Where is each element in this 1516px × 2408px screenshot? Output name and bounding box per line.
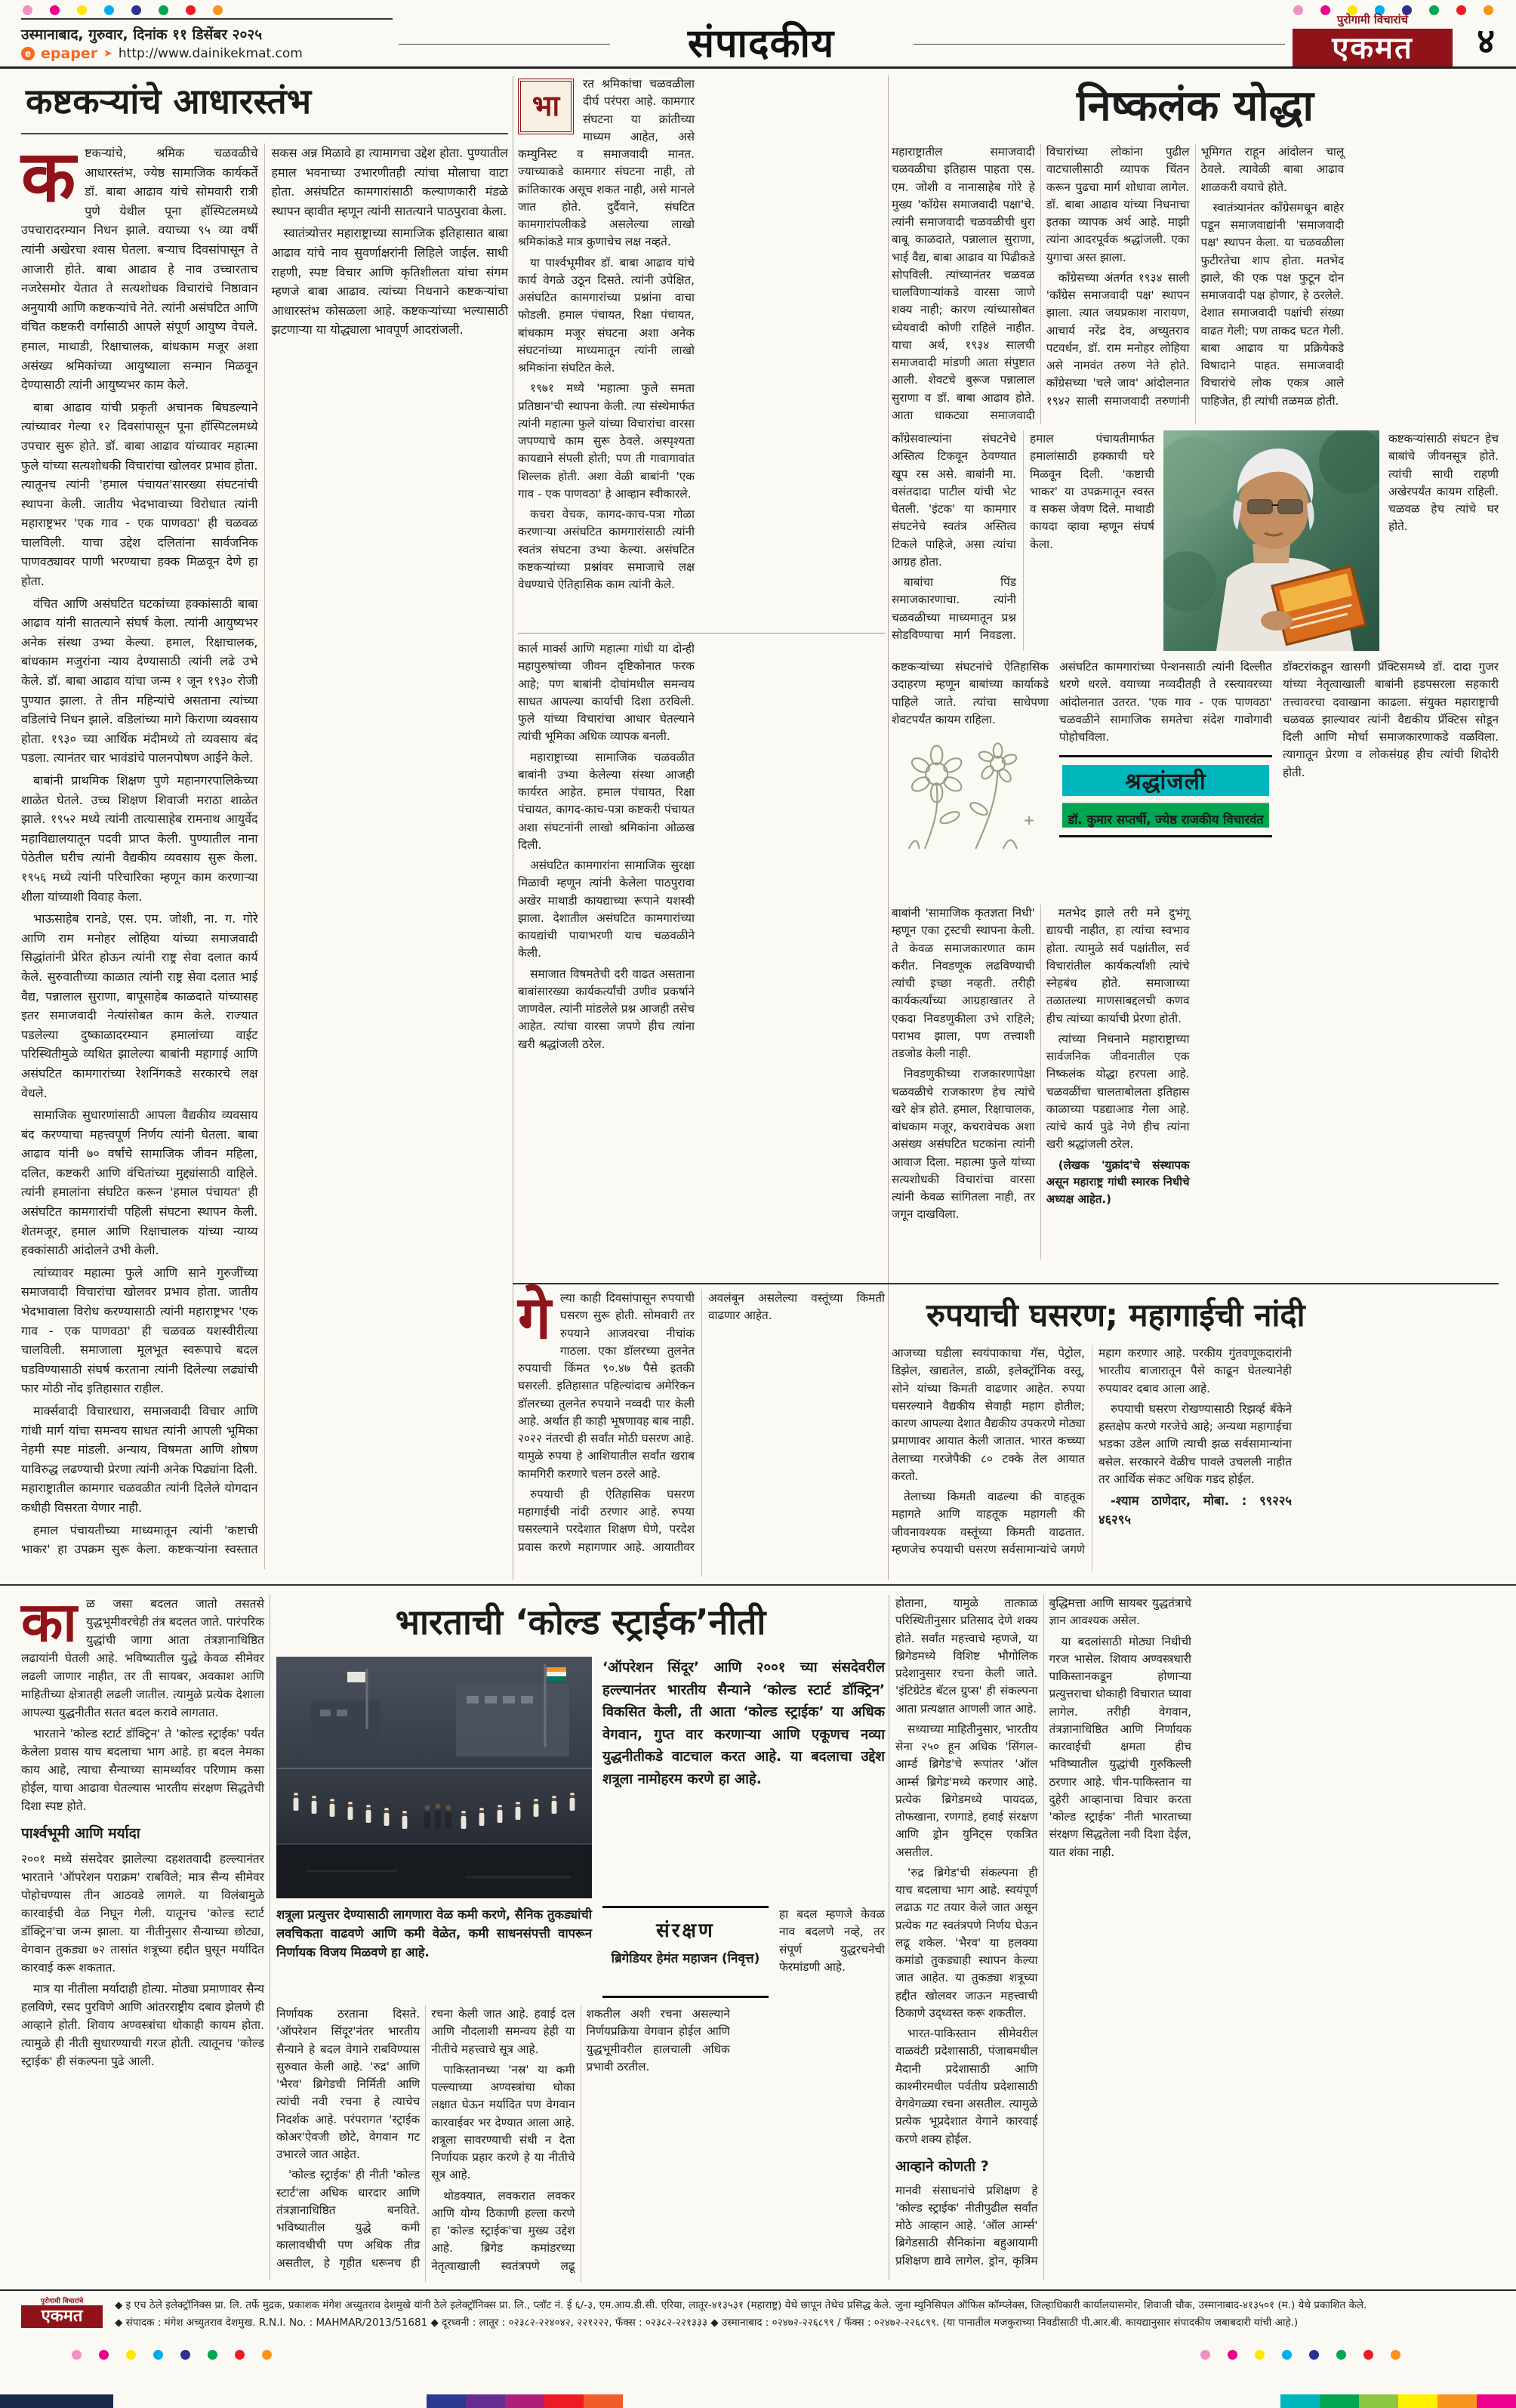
section-rule	[0, 1584, 1516, 1586]
article-bha-lower-body: कार्ल मार्क्स आणि महात्मा गांधी या दोन्ही महापुरुषांच्या जीवन दृष्टिकोनात फरक आहे; पण बाबांनी दोघांमधील समन्वय साधत आपल्या कार्याची दिशा ठरविली. फुले यांच्या विचारांचा आधार घेतल्याने त्यांची भूमिका अधिक व्यापक बनली. महाराष्ट्राच्या सामाजिक चळवळीत बाबांनी उभ्या केलेल्या संस्था आजही कार्यरत आहेत. हमाल पंचायत, रिक्षा पंचायत, कागद-काच-पत्रा कष्टकरी पंचायत अशा संघटनांनी लाखो श्रमिकांना ओळख दिली. असंघटित कामगारांना सामाजिक सुरक्षा मिळावी म्हणून त्यांनी केलेला पाठपुरावा अखेर माथाडी कायद्याच्या रूपाने यशस्वी झाला. देशातील असंघटित कामगारांच्या कायद्यांची पायाभरणी याच चळवळीने केली. समाजात विषमतेची दरी वाढत असताना बाबांसारख्या कार्यकर्त्यांची उणीव प्रकर्षाने जाणवेल. त्यांनी मांडलेले प्रश्न आजही तसेच आहेत. त्यांचा वारसा जपणे हीच त्यांना खरी श्रद्धांजली ठरेल.	[518, 642, 695, 1051]
section-rule	[513, 1283, 1499, 1284]
cold-left-zone	[276, 1595, 885, 2280]
registration-marks-top-left	[23, 5, 223, 15]
article-cold-headline: भारताची ‘कोल्ड स्ट्राईक’नीती	[395, 1602, 766, 1642]
epaper-label: epaper	[41, 45, 98, 62]
warrior-middle-row	[892, 658, 1499, 897]
column-divider	[888, 76, 889, 1580]
warrior-body-top: महाराष्ट्रातील समाजवादी चळवळीचा इतिहास पाहता एस. एम. जोशी व नानासाहेब गोरे हे मुख्य 'कॉंग्रेस समाजवादी पक्षा'चे. त्यांनी समाजवादी चळवळीची धुरा बाबू काळदाते, पन्नालाल सुराणा, भाई वैद्य, बाबा आढाव या पिढीकडे सोपविली. त्यांच्यानंतर चळवळ चालविणाऱ्यांकडे वारसा जाणे शक्य नाही; कारण त्यांच्यासोबत ध्येयवादी कोणी राहिले नाहीत. याचा अर्थ, १९३४ सालची समाजवादी मांडणी आता संपुष्टात आली. शेवटचे बुरूज पन्नालाल सुराणा व डॉ. बाबा आढाव होते. आता धाकट्या समाजवादी विचारांच्या लोकांना पुढील वाटचालीसाठी व्यापक चिंतन करून पुढचा मार्ग शोधावा लागेल. डॉ. बाबा आढाव यांच्या निधनाचा इतका व्यापक अर्थ आहे. माझी त्यांना आदरपूर्वक श्रद्धांजली. एका युगाचा अस्त झाला. कॉंग्रेसच्या अंतर्गत १९३४ साली 'कॉंग्रेस समाजवादी पक्ष' स्थापन झाला. त्यात जयप्रकाश नारायण, आचार्य नरेंद्र देव, अच्युतराव पटवर्धन, डॉ. राम मनोहर लोहिया असे नामवंत तरुण नेते होते. कॉंग्रेसच्या 'चले जाव' आंदोलनात १९४२ साली समाजवादी तरुणांनी भूमिगत राहून आंदोलन चालू ठेवले. त्यावेळी बाबा आढाव शाळकरी वयाचे होते. स्वातंत्र्यानंतर कॉंग्रेसमधून बाहेर पडून समाजवाद्यांनी 'समाजवादी पक्ष' स्थापन केला. या चळवळीला फुटीरतेचा शाप होता. मतभेद झाले, की एक पक्ष फुटून दोन समाजवादी पक्ष होणार, हे ठरलेले. देशात समाजवादी पक्षांची संख्या वाढत गेली; पण ताकद घटत गेली. बाबा आढाव या प्रक्रियेकडे विषादाने पाहत. समाजवादी विचारांचे लोक एकत्र आले पाहिजेत, ही त्यांची तळमळ होती.	[892, 145, 1345, 422]
cold-intro-lead: ‘ऑपरेशन सिंदूर’ आणि २००१ च्या संसदेवरील हल्ल्यानंतर भारतीय सैन्याने ‘कोल्ड स्टार्ट डॉक्ट्रिन’ विकसित केली, ती आता ‘कोल्ड स्ट्राईक’ या अधिक वेगवान, गुप्त वार करणाऱ्या आणि एकूणच नव्या युद्धनीतीकडे वाटचाल करत आहे. या बदलाचा उद्देश शत्रूला नामोहरम करणे हा आहे.	[602, 1660, 885, 1787]
registration-marks-bottom-left	[72, 2350, 272, 2360]
article-bha	[518, 76, 885, 628]
cold-side-note: हा बदल म्हणजे केवळ नाव बदलणे नव्हे, तर संपूर्ण युद्धरचनेची फेरमांडणी आहे.	[779, 1907, 885, 1974]
article-worker-headline: कष्टकऱ्यांचे आधारस्तंभ	[26, 81, 312, 122]
photo-caption: शत्रूला प्रत्युत्तर देण्यासाठी लागणारा वेळ कमी करणे, सैनिक तुकड्यांची लवचिकता वाढवणे आणि कमी वेळेत, कमी साधनसंपत्ती वापरून निर्णायक विजय मिळवणे हा आहे.	[276, 1907, 592, 1959]
article-rupee-lead-body: गे ल्या काही दिवसांपासून रुपयाची घसरण सुरू होती. सोमवारी तर रुपयाने आजवरचा नीचांक गाठला. एका डॉलरच्या तुलनेत रुपयाची किंमत ९०.४७ पैसे इतकी घसरली. इतिहासात पहिल्यांदाच अमेरिकन डॉलरच्या तुलनेत रुपयाने नव्वदी पार केली आहे. अर्थात ही काही भूषणावह बाब नाही. २०२२ नंतरची ही सर्वांत मोठी घसरण आहे. यामुळे रुपया हे आशियातील सर्वांत खराब कामगिरी करणारे चलन ठरले आहे. रुपयाची ही ऐतिहासिक घसरण महागाईची नांदी ठरणार आहे. रुपया घसरल्याने परदेशात शिक्षण घेणे, परदेश प्रवास करणे महागणार आहे. आयातीवर अवलंबून असलेल्या वस्तूंच्या किमती वाढणार आहेत.	[518, 1284, 885, 1554]
drop-cap: का	[21, 1590, 77, 1654]
page-number: ४	[1477, 20, 1495, 61]
date-top-rule	[21, 18, 393, 20]
print-color-bar	[1280, 2394, 1516, 2408]
byline: -श्याम ठाणेदार, मोबा. : ९९२२५ ४६२९५	[1098, 1494, 1292, 1528]
footer-line-2: ◆ संपादक : मंगेश अच्युतराव देशमुख. R.N.I. No. : MAHMAR/2013/51681 ◆ दूरध्वनी : लातूर : ०२३८२-२२४०४२, २२१२२२, फॅक्स : ०२३८२-२२१३३३ ◆ उस्मानाबाद : ०२४७२-२२६८९९ / फॅक्स : ०२४७२-२२६८९९. (या पानातील मजकुराच्या निवडीसाठी पी.आर.बी. कायद्यानुसार संपादकीय जबाबदारी यांची आहे.)	[115, 2316, 1299, 2329]
epaper-arrow-icon: ➤	[103, 48, 112, 60]
cold-body-right: होताना, यामुळे तात्काळ परिस्थितीनुसार प्रतिसाद देणे शक्य होते. सर्वांत महत्त्वाचे म्हणजे, या ब्रिगेडमध्ये विशिष्ट भौगोलिक प्रदेशानुसार रचना केली जाते. 'इंटिग्रेटेड बॅटल ग्रुप्स' ही संकल्पना आता प्रत्यक्षात आणली जात आहे. सध्याच्या माहितीनुसार, भारतीय सेना २५० हून अधिक 'सिंगल-आर्म्ड ब्रिगेड'चे रूपांतर 'ऑल आर्म्स ब्रिगेड'मध्ये करणार आहे. प्रत्येक ब्रिगेडमध्ये पायदळ, तोफखाना, रणगाडे, हवाई संरक्षण आणि ड्रोन युनिट्स एकत्रित असतील. 'रुद्र ब्रिगेड'ची संकल्पना ही याच बदलाचा भाग आहे. स्वयंपूर्ण लढाऊ गट तयार केले जात असून प्रत्येक गट स्वतंत्रपणे निर्णय घेऊन लढू शकेल. 'भैरव' या हलक्या कमांडो तुकड्याही स्थापन केल्या जात आहेत. या तुकड्या शत्रूच्या हद्दीत खोलवर जाऊन महत्त्वाची ठिकाणे उद्ध्वस्त करू शकतील. भारत-पाकिस्तान सीमेवरील वाळवंटी प्रदेशासाठी, पंजाबमधील मैदानी प्रदेशासाठी आणि काश्मीरमधील पर्वतीय प्रदेशासाठी वेगवेगळ्या रचना असतील. त्यामुळे प्रत्येक भूप्रदेशात वेगाने कारवाई करणे शक्य होईल. आव्हाने कोणती ? मानवी संसाधनांचे प्रशिक्षण हे 'कोल्ड स्ट्राईक' नीतीपुढील सर्वांत मोठे आव्हान आहे. 'ऑल आर्म्स' ब्रिगेडसाठी सैनिकांना बहुआयामी प्रशिक्षण द्यावे लागेल. ड्रोन, कृत्रिम बुद्धिमत्ता आणि सायबर युद्धतंत्राचे ज्ञान आवश्यक असेल. या बदलांसाठी मोठ्या निधीची गरज भासेल. शिवाय अण्वस्त्रधारी पाकिस्तानकडून होणाऱ्या प्रत्युत्तराचा धोकाही विचारात घ्यावा लागेल. तरीही वेगवान, तंत्रज्ञानाधिष्ठित आणि निर्णायक कारवाईची क्षमता हीच भविष्यातील युद्धांची गुरुकिल्ली ठरणार आहे. चीन-पाकिस्तान या दुहेरी आव्हानाचा विचार करता 'कोल्ड स्ट्राईक' नीती भारताच्या संरक्षण सिद्धतेला नवी दिशा देईल, यात शंका नाही.	[895, 1596, 1191, 2268]
article-rupee-lead	[518, 1284, 885, 1577]
drop-cap-ornate: भा	[518, 79, 574, 134]
tribute-box	[1059, 755, 1272, 837]
article-bha-lower	[518, 640, 885, 1279]
section-title: संपादकीय	[687, 21, 835, 66]
warrior-body-bottom: बाबांनी 'सामाजिक कृतज्ञता निधी' म्हणून एका ट्रस्टची स्थापना केली. ते केवळ समाजकारणात काम करीत. निवडणूक लढविण्याची त्यांची इच्छा नव्हती. तरीही कार्यकर्त्यांच्या आग्रहाखातर ते एकदा निवडणुकीला उभे राहिले; पराभव झाला, पण तत्त्वाशी तडजोड केली नाही. निवडणुकीच्या राजकारणापेक्षा चळवळीचे राजकारण हेच त्यांचे खरे क्षेत्र होते. हमाल, रिक्षाचालक, बांधकाम मजूर, कचरावेचक अशा असंख्य असंघटित घटकांना त्यांनी आवाज दिला. महात्मा फुले यांच्या सत्यशोधकी विचारांचा वारसा त्यांनी केवळ सांगितला नाही, तर जगून दाखविला. मतभेद झाले तरी मने दुभंगू द्यायची नाहीत, हा त्यांचा स्वभाव होता. त्यामुळे सर्व पक्षांतील, सर्व विचारांतील कार्यकर्त्यांशी त्यांचे स्नेहबंध होते. समाजाच्या तळातल्या माणसाबद्दलची कणव हीच त्यांच्या कार्याची प्रेरणा होती. त्यांच्या निधनाने महाराष्ट्राच्या सार्वजनिक जीवनातील एक निष्कलंक योद्धा हरपला आहे. चळवळींचा चालताबोलता इतिहास काळाच्या पडद्याआड गेला आहे. त्यांचे कार्य पुढे नेणे हीच त्यांना खरी श्रद्धांजली ठरेल. (लेखक 'युक्रांद'चे संस्थापक असून महाराष्ट्र गांधी स्मारक निधीचे अध्यक्ष आहेत.)	[892, 906, 1190, 1222]
epaper-logo-icon: e	[21, 47, 35, 60]
naval-parade-photo	[276, 1657, 592, 1898]
print-color-bar	[0, 2394, 113, 2408]
masthead-rule-left	[399, 44, 610, 45]
drop-cap: गे	[518, 1284, 551, 1352]
baba-adhav-portrait-photo	[1163, 430, 1379, 651]
date-line: उस्मानाबाद, गुरुवार, दिनांक ११ डिसेंबर २०२५	[21, 26, 263, 43]
author-footnote: (लेखक 'युक्रांद'चे संस्थापक असून महाराष्ट्र गांधी स्मारक निधीचे अध्यक्ष आहेत.)	[1046, 1158, 1190, 1207]
epaper-row	[21, 45, 303, 62]
footer-line-1: ◆ इ एच ठेले इलेक्ट्रॉनिक्स प्रा. लि. तर्फे मुद्रक, प्रकाशक मंगेश अच्युतराव देशमुखे यांनी ठेले इलेक्ट्रॉनिक्स प्रा. लि., प्लॉट नं. ई ६/-३, एम.आय.डी.सी. एरिया, लातूर-४१३५३१ (महाराष्ट्र) येथे छापून तेथेच प्रसिद्ध केले. जुना म्युनिसिपल ऑफिस कॉम्प्लेक्स, जिल्हाधिकारी कार्यालयासमोर, शिवाजी चौक, उस्मानाबाद-४१३५०१ (म.) येथे प्रकाशित केले.	[115, 2299, 1367, 2311]
masthead-rule-right	[914, 44, 1285, 45]
masthead-brand	[1293, 12, 1453, 68]
footer-brand-name: एकमत	[21, 2305, 103, 2328]
headline-rule	[21, 133, 508, 134]
tribute-label: श्रद्धांजली	[1062, 765, 1269, 796]
article-bha-body: भा रत श्रमिकांचा चळवळीला दीर्घ परंपरा आहे. कामगार संघटना या क्रांतीच्या माध्यम आहेत, असे कम्युनिस्ट व समाजवादी मानत. ज्याच्याकडे कामगार संघटना नाही, तो क्रांतिकारक असूच शकत नाही, असे मानले जात होते. दुर्दैवाने, संघटित कामगारांपलीकडे असलेल्या लाखो श्रमिकांकडे मात्र कुणाचेच लक्ष नव्हते. या पार्श्वभूमीवर डॉ. बाबा आढाव यांचे कार्य वेगळे उठून दिसते. त्यांनी उपेक्षित, असंघटित कामगारांच्या प्रश्नांना वाचा फोडली. हमाल पंचायत, रिक्षा पंचायत, बांधकाम मजूर संघटना अशा अनेक संघटनांच्या माध्यमातून त्यांनी लाखो श्रमिकांना संघटित केले. १९७१ मध्ये 'महात्मा फुले समता प्रतिष्ठान'ची स्थापना केली. त्या संस्थेमार्फत त्यांनी महात्मा फुले यांच्या विचारांचा वारसा जपण्याचे काम सुरू ठेवले. अस्पृश्यता कायद्याने संपली होती; पण ती गावागावांत शिल्लक होती. अशा वेळी बाबांनी 'एक गाव - एक पाणवठा' हे आव्हान स्वीकारले. कचरा वेचक, कागद-काच-पत्रा गोळा करणाऱ्या असंघटित कामगारांसाठी त्यांनी स्वतंत्र संघटना उभ्या केल्या. असंघटित कष्टकऱ्यांच्या प्रश्नांवर समाजाचे लक्ष वेधण्याचे ऐतिहासिक काम त्यांनी केले.	[518, 77, 695, 591]
cold-photo-row	[276, 1657, 885, 1898]
article-warrior-headline: निष्कलंक योद्धा	[1077, 82, 1314, 131]
cold-right-zone	[895, 1595, 1499, 2280]
cold-subhead: आव्हाने कोणती ?	[895, 2157, 989, 2175]
naval-parade-illustration	[276, 1657, 592, 1898]
warrior-col-tribute	[1059, 658, 1272, 897]
defence-box-author: ब्रिगेडियर हेमंत महाजन (निवृत्त)	[611, 1951, 760, 1966]
footer-imprint	[115, 2297, 1496, 2332]
warrior-body-right-of-photo: कष्टकऱ्यांसाठी संघटन हेच बाबांचे जीवनसूत्र होते. त्यांची साधी राहणी अखेरपर्यंत कायम राहिली. चळवळ हेच त्यांचे घर होते.	[1388, 432, 1499, 534]
article-worker	[21, 76, 508, 1580]
article-warrior	[892, 76, 1499, 1279]
warrior-body-beside-photo: कॉंग्रेसवाल्यांना संघटनेचे अस्तित्व टिकवून ठेवण्यात खूप रस असे. बाबांनी मा. वसंतदादा पाटील यांची भेट घेतली. 'इंटक' या कामगार संघटनेचे स्वतंत्र अस्तित्व टिकले पाहिजे, असा त्यांचा आग्रह होता. बाबांचा पिंड समाजकारणाचा. त्यांनी चळवळीच्या माध्यमातून प्रश्न सोडविण्याचा मार्ग निवडला. हमाल पंचायतीमार्फत हमालांसाठी हक्काची घरे मिळवून दिली. 'कष्टाची भाकर' या उपक्रमातून स्वस्त व सकस जेवण दिले. माथाडी कायदा व्हावा म्हणून संघर्ष केला.	[892, 432, 1154, 642]
epaper-url[interactable]: http://www.dainikekmat.com	[118, 46, 303, 61]
article-rupee-headline: रुपयाची घसरण; महागाईची नांदी	[926, 1296, 1305, 1333]
article-ka	[21, 1590, 264, 2280]
cold-caption-row	[276, 1906, 885, 1998]
brand-name: एकमत	[1293, 29, 1453, 68]
article-body-text: असंघटित कामगारांच्या पेन्शनसाठी त्यांनी दिल्लीत धरणे धरले. वयाच्या नव्वदीतही ते रस्त्यावरच्या आंदोलनात उतरत. 'एक गाव - एक पाणवठा' चळवळीने सामाजिक समतेचा संदेश गावोगावी पोहोचविला.	[1059, 660, 1272, 744]
warrior-col-ornament	[892, 658, 1049, 897]
portrait-illustration	[1163, 430, 1379, 651]
tribute-author: डॉ. कुमार सप्तर्षी, ज्येष्ठ राजकीय विचारवंत	[1062, 803, 1269, 828]
article-rupee	[892, 1290, 1499, 1577]
flower-sketch-ornament	[892, 733, 1047, 853]
masthead-bottom-rule	[0, 66, 1516, 69]
article-rupee-body: आजच्या घडीला स्वयंपाकाचा गॅस, पेट्रोल, डिझेल, खाद्यतेल, डाळी, इलेक्ट्रॉनिक वस्तू, सोने यांच्या किमती वाढणार आहेत. रुपया घसरल्याने वैद्यकीय सेवाही महाग होतील; कारण आपल्या देशात वैद्यकीय उपकरणे मोठ्या प्रमाणावर आयात केली जातात. भारत कच्च्या तेलाच्या गरजेपैकी ८० टक्के तेल आयात करतो. तेलाच्या किमती वाढल्या की वाहतूक महागते आणि वाहतूक महागली की जीवनावश्यक वस्तूंच्या किमती वाढतात. म्हणजेच रुपयाची घसरण सर्वसामान्यांचे जगणे महाग करणार आहे. परकीय गुंतवणूकदारांनी भारतीय बाजारातून पैसे काढून घेतल्यानेही रुपयावर दबाव आला आहे. रुपयाची घसरण रोखण्यासाठी रिझर्व्ह बँकेने हस्तक्षेप करणे गरजेचे आहे; अन्यथा महागाईचा भडका उडेल आणि त्याची झळ सर्वसामान्यांना बसेल. सरकारने वेळीच पावले उचलली नाहीत तर आर्थिक संकट अधिक गडद होईल. -श्याम ठाणेदार, मोबा. : ९९२२५ ४६२९५	[892, 1346, 1292, 1556]
print-color-bar	[427, 2394, 623, 2408]
warrior-col-right: डॉक्टरांकडून खासगी प्रॅक्टिसमध्ये डॉ. दादा गुजर यांच्या नेतृत्वाखाली बाबांनी हडपसरला सहकारी तत्त्वावरचा दवाखाना काढला. संयुक्त महाराष्ट्राची चळवळ झाल्यावर त्यांनी वैद्यकीय प्रॅक्टिस सोडून दिली आणि मोर्चा समाजकारणाकडे वळविला. त्यागातून प्रेरणा व लोकसंग्रह हीच त्यांची शिदोरी होती.	[1283, 660, 1499, 779]
warrior-photo-row	[892, 430, 1499, 651]
ka-subhead: पार्श्वभूमी आणि मर्यादा	[21, 1825, 140, 1842]
brand-tagline: पुरोगामी विचारांचे	[1336, 13, 1409, 26]
article-cold	[276, 1595, 1499, 2280]
article-ka-body: का ळ जसा बदलत जातो तसतसे युद्धभूमीवरचेही तंत्र बदलत जाते. पारंपरिक युद्धांची जागा आता तंत्रज्ञानाधिष्ठित लढायांनी घेतली आहे. भविष्यातील युद्धे केवळ सीमेवर लढली जाणार नाहीत, तर ती सायबर, अवकाश आणि माहितीच्या क्षेत्रातही लढली जातील. त्यामुळे प्रत्येक देशाला आपल्या युद्धनीतीत सतत बदल करावे लागतात. भारताने 'कोल्ड स्टार्ट डॉक्ट्रिन' ते 'कोल्ड स्ट्राईक' पर्यंत केलेला प्रवास याच बदलाचा भाग आहे. हा बदल नेमका काय आहे, त्याचा सैन्याच्या सामर्थ्यावर परिणाम कसा होईल, याचा आढावा घेतल्यास भारतीय संरक्षण सिद्धतेची दिशा स्पष्ट होते. पार्श्वभूमी आणि मर्यादा २००१ मध्ये संसदेवर झालेल्या दहशतवादी हल्ल्यानंतर भारताने 'ऑपरेशन पराक्रम' राबविले; मात्र सैन्य सीमेवर पोहोचण्यास तीन आठवडे लागले. या विलंबामुळे कारवाईची वेळ निघून गेली. यातूनच 'कोल्ड स्टार्ट डॉक्ट्रिन'चा जन्म झाला. या नीतीनुसार सैन्याच्या छोट्या, वेगवान तुकड्या ७२ तासांत शत्रूच्या हद्दीत घुसून मर्यादित कारवाई करू शकतात. मात्र या नीतीला मर्यादाही होत्या. मोठ्या प्रमाणावर सैन्य हलविणे, रसद पुरविणे आणि आंतरराष्ट्रीय दबाव झेलणे ही आव्हाने होती. शिवाय अण्वस्त्रांचा धोकाही कायम होता. त्यामुळे ही नीती सुधारण्याची गरज होती. त्यातूनच 'कोल्ड स्ट्राईक' ही संकल्पना पुढे आली.	[21, 1590, 264, 2068]
drop-cap: क	[21, 136, 76, 218]
defence-author-box	[602, 1906, 769, 1998]
cold-body-bottom: निर्णायक ठरताना दिसते. 'ऑपरेशन सिंदूर'नंतर भारतीय सैन्याने हे बदल वेगाने राबविण्यास सुरुवात केली आहे. 'रुद्र' आणि 'भैरव' ब्रिगेडची निर्मिती आणि त्यांची नवी रचना हे त्याचेच निदर्शक आहे. परंपरागत 'स्ट्राईक कोअर'ऐवजी छोटे, वेगवान गट उभारले जात आहेत. 'कोल्ड स्ट्राईक' ही नीती 'कोल्ड स्टार्ट'ला अधिक धारदार आणि तंत्रज्ञानाधिष्ठित बनविते. भविष्यातील युद्धे कमी कालावधीची पण अधिक तीव्र असतील, हे गृहीत धरूनच ही रचना केली जात आहे. हवाई दल आणि नौदलाशी समन्वय हेही या नीतीचे महत्त्वाचे सूत्र आहे. पाकिस्तानच्या 'नस्र' या कमी पल्ल्याच्या अण्वस्त्रांचा धोका लक्षात घेऊन मर्यादित पण वेगवान कारवाईवर भर देण्यात आला आहे. शत्रूला सावरण्याची संधी न देता निर्णायक प्रहार करणे हे या नीतीचे सूत्र आहे. थोडक्यात, लवकरात लवकर आणि योग्य ठिकाणी हल्ला करणे हा 'कोल्ड स्ट्राईक'चा मुख्य उद्देश आहे. ब्रिगेड कमांडरच्या नेतृत्वाखाली स्वतंत्रपणे लढू शकतील अशी रचना असल्याने निर्णयप्रक्रिया वेगवान होईल आणि युद्धभूमीवरील हालचाली अधिक प्रभावी ठरतील.	[276, 2007, 730, 2273]
footer-brand	[21, 2295, 103, 2328]
footer-rule	[0, 2289, 1516, 2291]
footer-brand-tagline: पुरोगामी विचारांचे	[40, 2298, 84, 2305]
section-rule	[518, 633, 885, 634]
article-worker-body: क ष्टकऱ्यांचे, श्रमिक चळवळीचे आधारस्तंभ, ज्येष्ठ सामाजिक कार्यकर्ते डॉ. बाबा आढाव यांचे सोमवारी रात्री पुणे येथील पूना हॉस्पिटलमध्ये उपचारादरम्यान निधन झाले. वयाच्या ९५ व्या वर्षी त्यांनी अखेरचा श्वास घेतला. बऱ्याच दिवसांपासून ते आजारी होते. बाबा आढाव हे नाव उच्चारताच नजरेसमोर येतात ते सत्यशोधक विचारांचे निष्ठावान अनुयायी आणि कष्टकऱ्यांचे नेते. त्यांनी असंघटित आणि वंचित कष्टकरी वर्गासाठी आपले संपूर्ण आयुष्य वेचले. हमाल, माथाडी, रिक्षाचालक, बांधकाम मजूर अशा असंख्य श्रमिकांच्या आयुष्याला सन्मान मिळवून देण्यासाठी त्यांनी आयुष्यभर काम केले. बाबा आढाव यांची प्रकृती अचानक बिघडल्याने त्यांच्यावर गेल्या १२ दिवसांपासून पूना हॉस्पिटलमध्ये उपचार सुरू होते. डॉ. बाबा आढाव यांच्यावर महात्मा फुले यांच्या सत्यशोधकी विचारांचा खोलवर प्रभाव होता. त्यातूनच त्यांनी 'हमाल पंचायत'सारख्या संघटनांची स्थापना केली. जातीय भेदभावाच्या विरोधात त्यांनी महाराष्ट्रभर 'एक गाव - एक पाणवठा' ही चळवळ चालविली. याचा उद्देश दलितांना सार्वजनिक पाणवठ्यावर पाणी भरण्याचा हक्क मिळवून देणे हा होता. वंचित आणि असंघटित घटकांच्या हक्कांसाठी बाबा आढाव यांनी सातत्याने संघर्ष केला. त्यांनी आयुष्यभर अनेक संस्था उभ्या केल्या. हमाल, रिक्षाचालक, बांधकाम मजुरांना न्याय देण्यासाठी त्यांनी लढे उभे केले. डॉ. बाबा आढाव यांचा जन्म १ जून १९३० रोजी पुण्यात झाला. ते तीन महिन्यांचे असताना त्यांच्या वडिलांचे निधन झाले. वडिलांच्या मागे किराणा व्यवसाय होता. १९३० च्या आर्थिक मंदीमध्ये तो व्यवसाय बंद पडला. त्यानंतर चार भावंडांचे पालनपोषण आईने केले. बाबांनी प्राथमिक शिक्षण पुणे महानगरपालिकेच्या शाळेत घेतले. उच्च शिक्षण शिवाजी मराठा शाळेत झाले. १९५२ मध्ये त्यांनी तात्यासाहेब रामनाथ आयुर्वेद महाविद्यालयातून पदवी प्राप्त केली. पुण्यातील नाना पेठेतील घरीच त्यांनी वैद्यकीय व्यवसाय सुरू केला. १९५६ मध्ये त्यांनी परिचारिका म्हणून काम करणाऱ्या शीला यांच्याशी विवाह केला. भाऊसाहेब रानडे, एस. एम. जोशी, ना. ग. गोरे आणि राम मनोहर लोहिया यांच्या समाजवादी सिद्धांतांनी प्रेरित होऊन त्यांनी राष्ट्र सेवा दलात कार्य केले. सुरुवातीच्या काळात त्यांनी राष्ट्र सेवा दलात भाई वैद्य, पन्नालाल सुराणा, बापूसाहेब काळदाते यांच्यासह इतर समाजवादी नेत्यांसोबत काम केले. राज्यात पडलेल्या दुष्काळादरम्यान हमालांच्या वाईट परिस्थितीमुळे व्यथित झालेल्या बाबांनी महागाई आणि असंघटित कामगारांच्या रेशनिंगकडे सरकारचे लक्ष वेधले. सामाजिक सुधारणांसाठी आपला वैद्यकीय व्यवसाय बंद करण्याचा महत्त्वपूर्ण निर्णय त्यांनी घेतला. बाबा आढाव यांनी ७० वर्षांचे सामाजिक जीवन महिला, दलित, कष्टकरी आणि वंचितांच्या मुद्द्यांसाठी वाहिले. त्यांनी हमालांना संघटित करून 'हमाल पंचायत' ही असंघटित कामगारांची पहिली संघटना स्थापन केली. शेतमजूर, हमाल आणि रिक्षाचालक यांच्या न्याय्य हक्कांसाठी आंदोलने उभी केली. त्यांच्यावर महात्मा फुले आणि साने गुरुजींच्या समाजवादी विचारांचा खोलवर प्रभाव होता. जातीय भेदभावाला विरोध करण्यासाठी त्यांनी महाराष्ट्रभर 'एक गाव - एक पाणवठा' ही चळवळ यशस्वीरीत्या चालविली. समाजाला मूलभूत स्वरूपाचे बदल घडविण्यासाठी संघर्ष करताना त्यांनी दिलेल्या लढ्यांची फार मोठी नोंद इतिहासात राहील. मार्क्सवादी विचारधारा, समाजवादी विचार आणि गांधी मार्ग यांचा समन्वय साधत त्यांनी आपली भूमिका नेहमी स्पष्ट मांडली. अन्याय, विषमता आणि शोषण याविरुद्ध लढण्याची प्रेरणा त्यांनी अनेक पिढ्यांना दिली. महाराष्ट्रातील कामगार चळवळीत त्यांनी दिलेले योगदान कधीही विसरता येणार नाही. हमाल पंचायतीच्या माध्यमातून त्यांनी 'कष्टाची भाकर' हा उपक्रम सुरू केला. कष्टकऱ्यांना स्वस्तात सकस अन्न मिळावे हा त्यामागचा उद्देश होता. पुण्यातील हमाल भवनाच्या उभारणीतही त्यांचा मोलाचा वाटा होता. असंघटित कामगारांसाठी कल्याणकारी मंडळे स्थापन व्हावीत म्हणून त्यांनी सातत्याने पाठपुरावा केला. स्वातंत्र्योत्तर महाराष्ट्राच्या सामाजिक इतिहासात बाबा आढाव यांचे नाव सुवर्णाक्षरांनी लिहिले जाईल. साधी राहणी, स्पष्ट विचार आणि कृतिशीलता यांचा संगम म्हणजे बाबा आढाव. त्यांच्या निधनाने कष्टकऱ्यांचा आधारस्तंभ कोसळला आहे. कष्टकऱ्यांच्या भल्यासाठी झटणाऱ्या या योद्ध्याला भावपूर्ण आदरांजली.	[21, 136, 508, 1557]
registration-marks-bottom-right	[1200, 2350, 1400, 2360]
defence-box-title: संरक्षण	[656, 1919, 715, 1942]
article-body-text: कष्टकऱ्यांच्या संघटनांचे ऐतिहासिक उदाहरण म्हणून बाबांच्या कार्याकडे पाहिले जाते. त्यांचा साधेपणा शेवटपर्यंत कायम राहिला.	[892, 660, 1049, 726]
